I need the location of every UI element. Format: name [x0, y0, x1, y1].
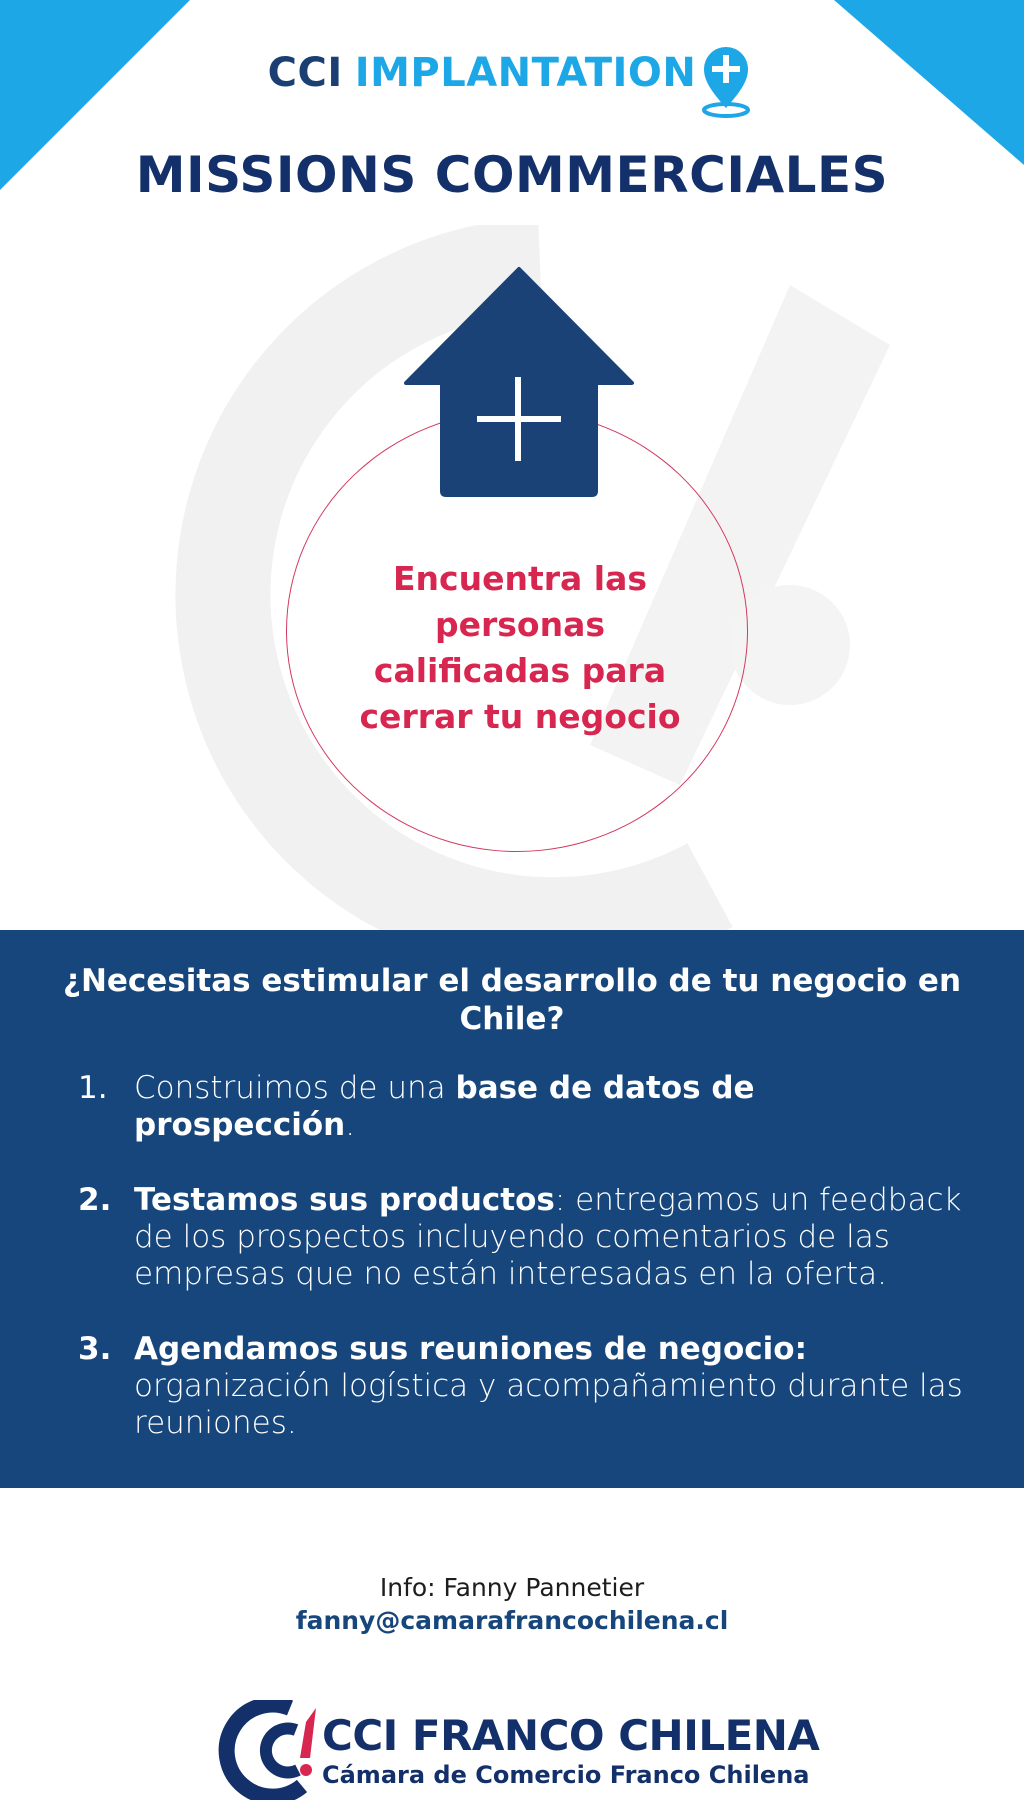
hero-tagline	[340, 556, 700, 740]
services-panel	[0, 930, 1024, 1488]
step-bold: Agendamos sus reuniones de negocio:	[134, 1331, 807, 1367]
location-plus-icon	[696, 42, 756, 120]
step-text	[134, 1331, 978, 1442]
step-post: .	[345, 1107, 356, 1143]
panel-question: ¿Necesitas estimular el desarrollo de tu negocio en Chile?	[62, 963, 962, 1037]
step-text	[134, 1070, 978, 1144]
step-post: organización logística y acompañamiento durante las reuniones.	[134, 1368, 963, 1441]
step-item	[78, 1070, 978, 1144]
tagline-line: personas	[435, 605, 605, 644]
step-number: 1.	[78, 1070, 108, 1106]
step-bold: base de datos de prospección	[134, 1070, 755, 1143]
footer-brand-text	[322, 1712, 819, 1790]
step-number: 3.	[78, 1331, 112, 1367]
tagline-line: cerrar tu negocio	[359, 697, 681, 736]
step-pre: Construimos de una	[134, 1070, 456, 1106]
step-number: 2.	[78, 1182, 112, 1218]
contact-info	[0, 1572, 1024, 1638]
step-item	[78, 1331, 978, 1442]
logo-implantation-text: IMPLANTATION	[354, 50, 697, 96]
logo-cci-text: CCI	[267, 50, 343, 96]
footer-subtitle: Cámara de Comercio Franco Chilena	[322, 1761, 810, 1789]
cci-implantation-logo	[0, 34, 1024, 112]
step-text	[134, 1182, 978, 1293]
page-title: MISSIONS COMMERCIALES	[135, 146, 889, 204]
step-bold: Testamos sus productos	[134, 1182, 555, 1218]
step-item	[78, 1182, 978, 1293]
contact-email-link[interactable]: fanny@camarafrancochilena.cl	[295, 1606, 729, 1635]
steps-list	[78, 1070, 978, 1480]
house-plus-icon	[404, 265, 634, 497]
tagline-line: calificadas para	[373, 651, 667, 690]
footer-title: CCI FRANCO CHILENA	[322, 1711, 820, 1760]
step-post: : entregamos un feedback de los prospectos incluyendo comentarios de las empresas que no están interesadas en la oferta.	[134, 1182, 962, 1292]
tagline-line: Encuentra las	[393, 559, 647, 598]
contact-name: Info: Fanny Pannetier	[379, 1573, 645, 1602]
